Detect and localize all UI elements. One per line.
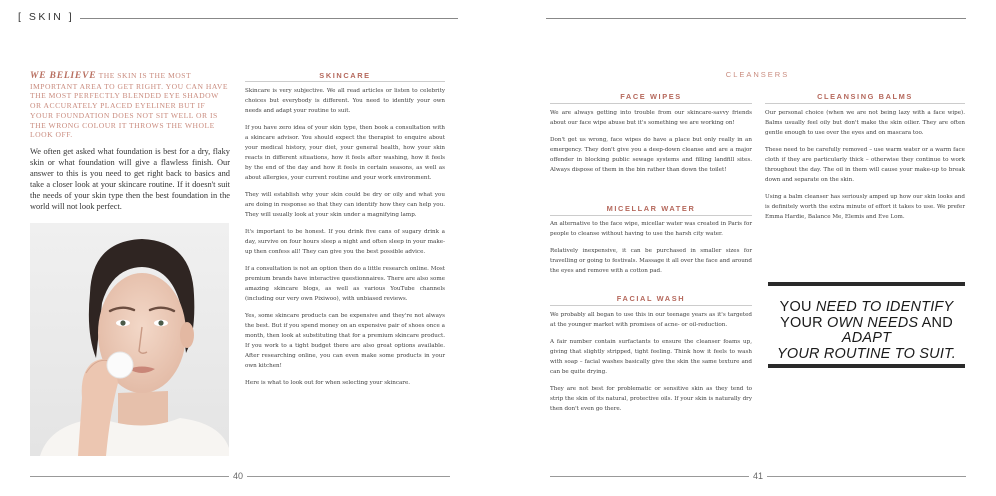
page-number-left: 40 [229,471,247,481]
skincare-heading-rule [245,81,445,82]
cleansing-balms-paragraph: Our personal choice (when we are not being lazy with a face wipe). Balms usually feel oily but don't make the skin oilier. They are often gentle enough to use over the eyes and on mascara too. [765,110,965,136]
intro-body: We often get asked what foundation is best for a dry, flaky skin or what foundation will give a flawless finish. Our answer to this is you need to get right back to basics and take a closer look at your skincare routine. If it doesn't suit the needs of your skin type then the best foundation in the world will not look perfect. [30,147,230,211]
quote-line-3: YOUR ROUTINE TO SUIT. [776,345,957,362]
micellar-water-heading-rule [550,215,752,216]
face-wipes-section [550,108,752,175]
header-rule-left [18,18,458,19]
skincare-paragraph: If you have zero idea of your skin type, then book a consultation with a skincare advisor. You should expect the therapist to enquire about your medical history, your diet, your general health, how your skin reacts in different situations, how it feels after washing, how it feels by the end of the day and how it feels in certain seasons, as well as about allergies, your current routine and your work environment. [245,125,445,181]
skincare-paragraph: If a consultation is not an option then do a little research online. Most premium brands have interactive questionnaires. There are also some amazing skincare blogs, as well as various YouTube channels (including our very own Pixiwoo), with unbiased reviews. [245,266,445,302]
pull-quote [768,300,965,362]
facial-wash-paragraph: We probably all began to use this in our teenage years as it's targeted at the younger market with promises of acne- or oil-reduction. [550,312,752,328]
skincare-paragraph: Here is what to look out for when selecting your skincare. [245,380,411,386]
skincare-paragraph: They will establish why your skin could be dry or oily and what you are doing in response so that they can identify how they can help you. They will usually look at your skin under a magnifying lamp. [245,192,445,218]
intro-lead: WE BELIEVE [30,71,97,81]
face-wipes-paragraph: We are always getting into trouble from our skincare-savvy friends about our face wipe abuse but it's something we are working on! [550,110,752,126]
facial-wash-heading-rule [550,305,752,306]
cleansing-balms-paragraph: Using a balm cleanser has seriously amped up how our skin looks and is definitely worth the extra minute of effort it takes to use. We prefer Emma Hardie, Balance Me, Elemis and Eve Lom. [765,194,965,220]
intro-pullquote [30,71,230,140]
header-rule-right [546,18,966,19]
face-wipes-paragraph: Don't get us wrong, face wipes do have a place but only really in an emergency. They don't give you a deep-down cleanse and are a major offender in blocking public sewage systems and filling landfill sites. Always dispose of them in the bin rather than down the toilet! [550,137,752,173]
skincare-paragraph: It's important to be honest. If you drink five cans of sugary drink a day, survive on four hours sleep a night and often sleep in your make-up then confess all! They can give you the best possible advice. [245,229,445,255]
face-wipes-heading-rule [550,103,752,104]
quote-rule-bottom [768,364,965,368]
woman-applying-skincare-image [30,223,229,456]
facial-wash-section [550,310,752,414]
model-photo [30,223,229,456]
quote-line-1: YOU NEED TO IDENTIFY [779,299,954,315]
face-wipes-heading: FACE WIPES [620,92,682,101]
page-number-right: 41 [749,471,767,481]
section-header: [ SKIN ] [18,11,80,23]
micellar-water-paragraph: Relatively inexpensive, it can be purchased in smaller sizes for travelling or going to festivals. Massage it all over the face and around the eyes and remove with a cotton pad. [550,248,752,274]
cleansing-balms-heading: CLEANSING BALMS [817,92,913,101]
intro-text: THE SKIN IS THE MOST IMPORTANT AREA TO GET RIGHT. YOU CAN HAVE THE MOST PERFECTLY BLENDED EYE SHADOW OR ACCURATELY PLACED EYELINER BUT IF YOUR FOUNDATION DOES NOT SIT WELL OR IS THE WRONG COLOUR IT THROWS THE WHOLE LOOK OFF. [30,71,229,140]
cleansing-balms-paragraph: These need to be carefully removed – use warm water or a warm face cloth if they are particularly thick – otherwise they continue to work throughout the day. The oil in them will cause your make-up to break down and separate on the skin. [765,147,965,183]
cleansing-balms-heading-rule [765,103,965,104]
skincare-column [245,86,445,388]
cleansing-balms-section [765,108,965,222]
facial-wash-paragraph: A fair number contain surfactants to ensure the cleanser foams up, giving that slightly stripped, tight feeling. Think how it feels to wash with soap – facial washes basically give the skin the same texture and can be quite drying. [550,339,752,375]
cleansers-heading: CLEANSERS [725,70,790,79]
micellar-water-section [550,219,752,276]
quote-line-2: YOUR OWN NEEDS AND ADAPT [780,314,953,346]
micellar-water-heading: MICELLAR WATER [606,204,696,213]
facial-wash-heading: FACIAL WASH [616,294,686,303]
facial-wash-paragraph: They are not best for problematic or sensitive skin as they tend to strip the skin of its natural, protective oils. If your skin is naturally dry then don't even go there. [550,386,752,412]
skincare-heading: SKINCARE [319,71,371,80]
quote-rule-top [768,282,965,286]
micellar-water-paragraph: An alternative to the face wipe, micellar water was created in Paris for people to cleanse without having to use the harsh city water. [550,221,752,237]
skincare-paragraph: Yes, some skincare products can be expensive and they're not always the best. But if you spend money on an expensive pair of shoes once a month, then look at substituting that for a premium skincare product. If you work to a tight budget there are also great options available. After researching online, you can even make some products in your own kitchen! [245,313,445,369]
skincare-paragraph: Skincare is very subjective. We all read articles or listen to celebrity choices but everybody is different. You need to identify your own needs and adapt your routine to suit. [245,88,445,114]
